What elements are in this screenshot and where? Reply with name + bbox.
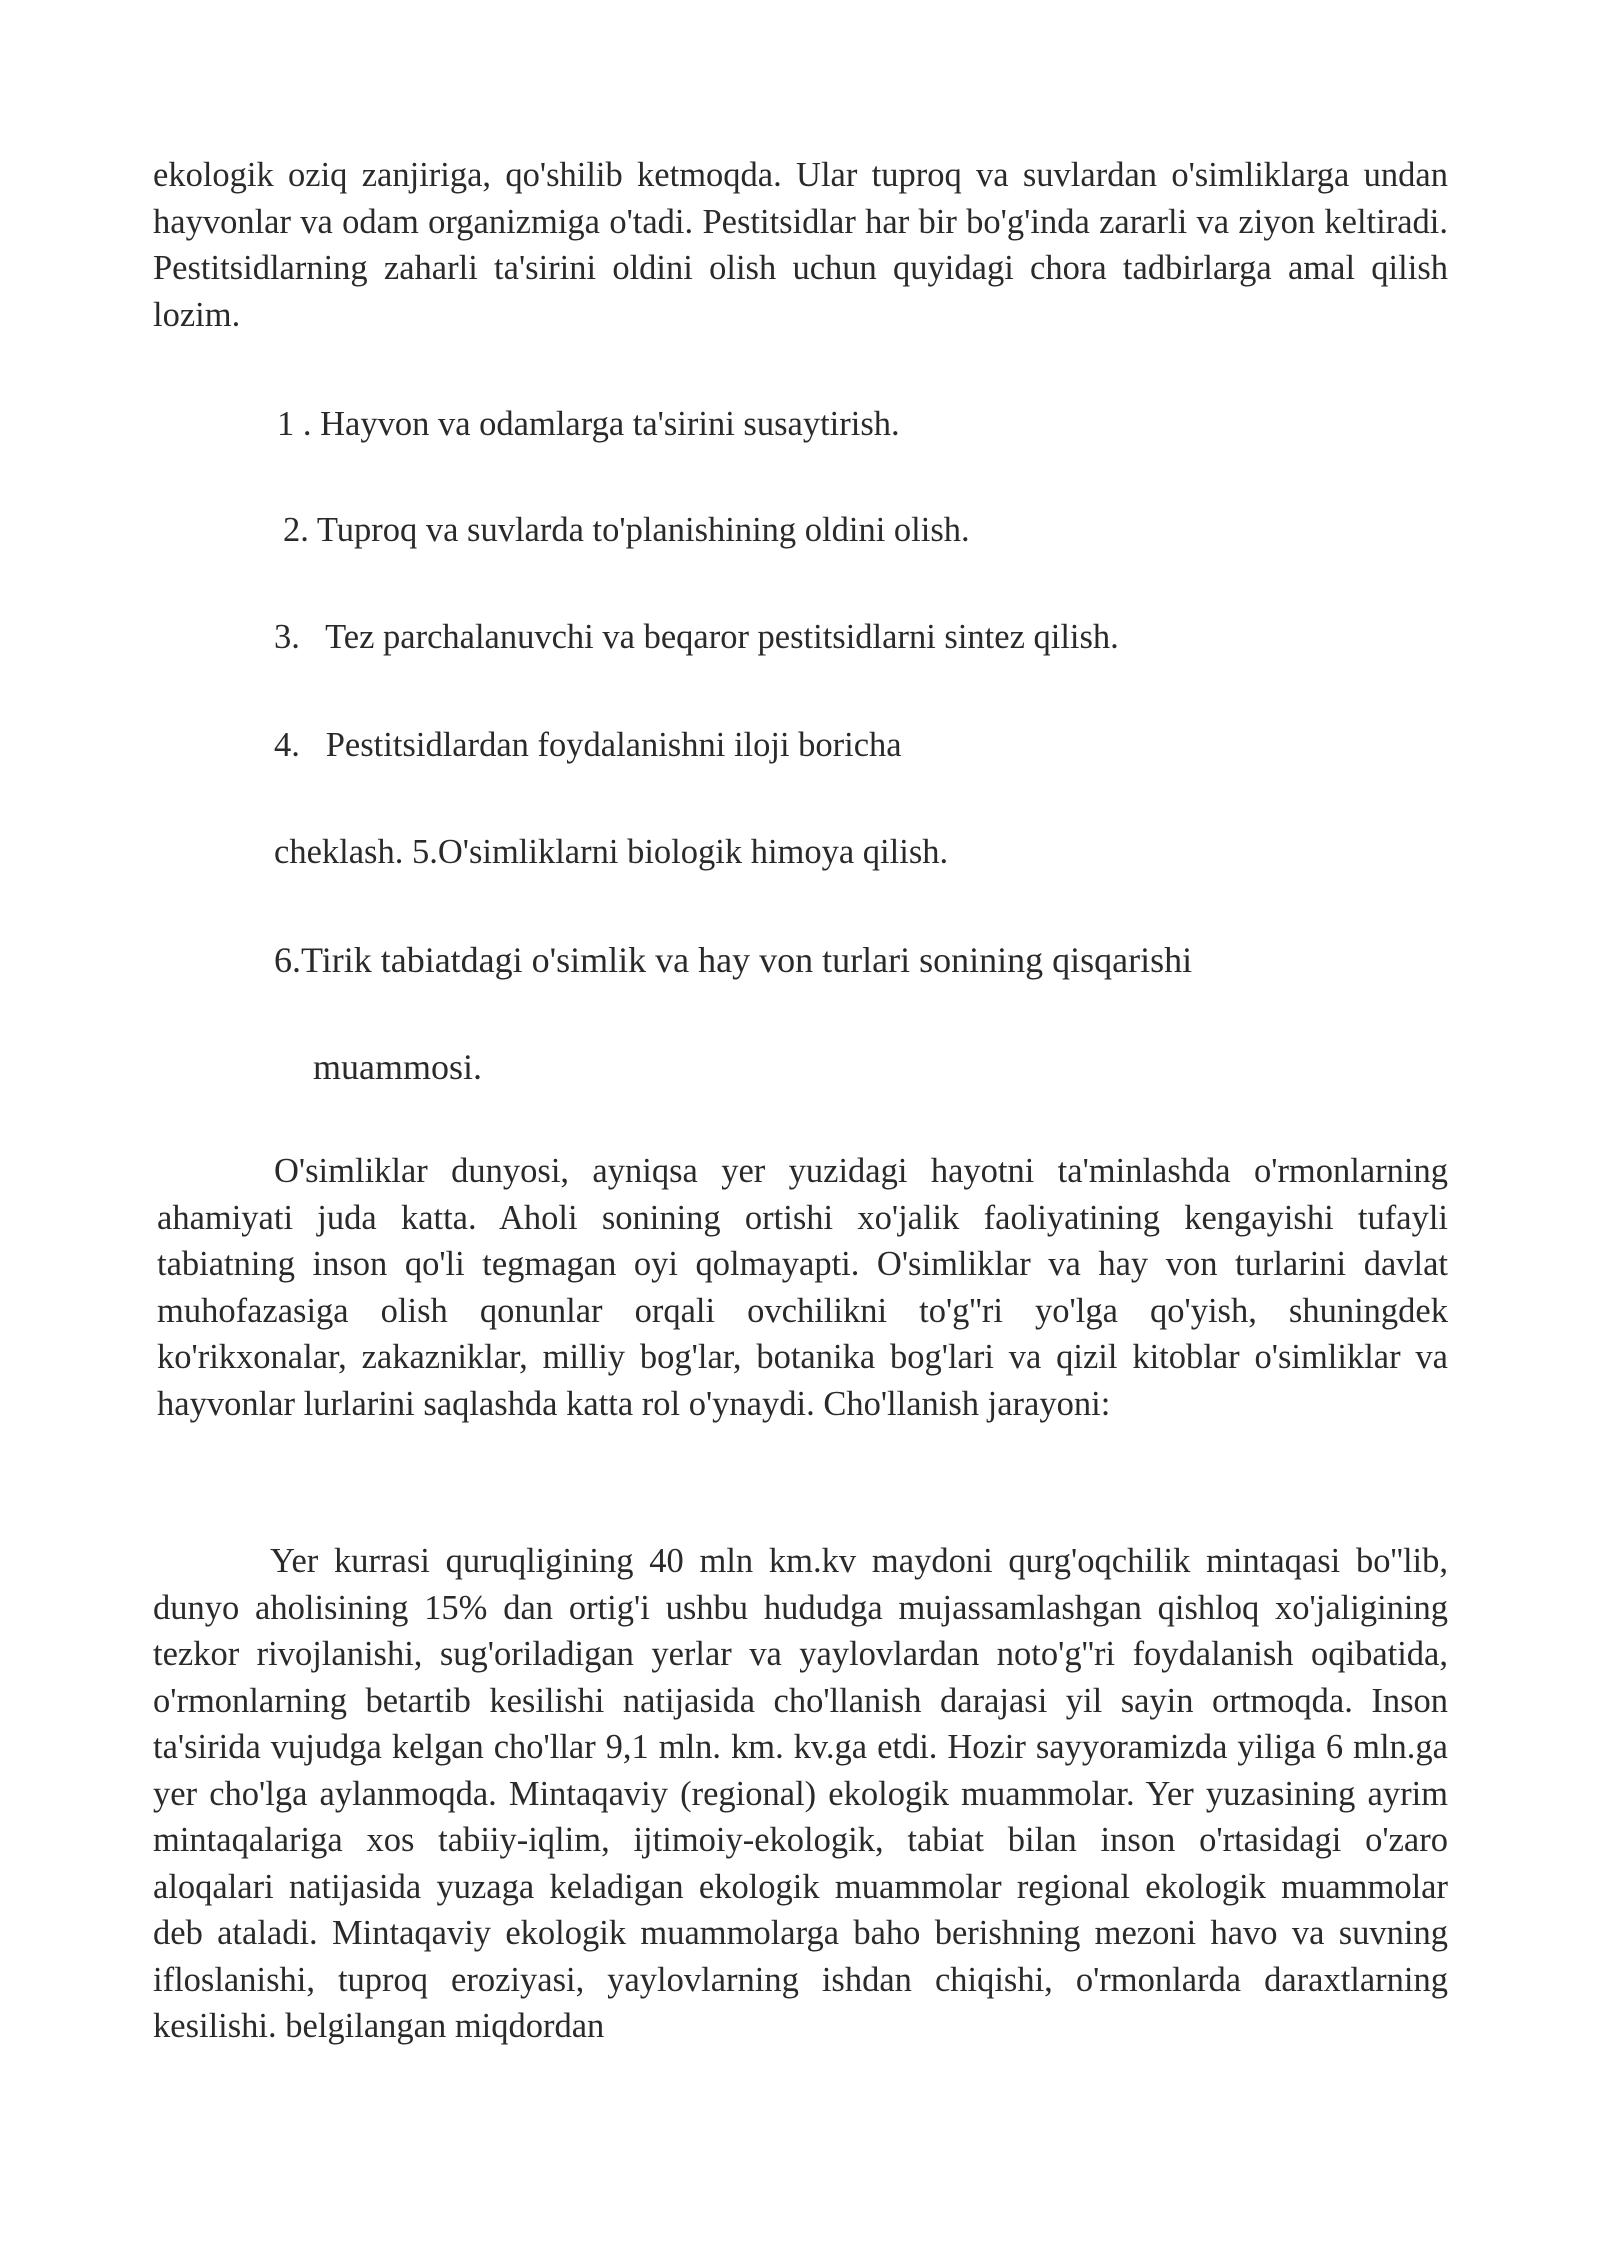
list-item-6: 6.Tirik tabiatdagi o'simlik va hay von turlari sonining qisqarishi [274, 940, 1193, 980]
paragraph-plants-text: O'simliklar dunyosi, ayniqsa yer yuzidagi hayotni ta'minlashda o'rmonlarning ahamiyati juda katta. Aholi sonining ortishi xo'jalik faoliyatining kengayishi tufayli tabiatning inson qo'li tegmagan oyi qolmayapti. O'simliklar va hay von turlarini davlat muhofazasiga olish qonunlar orqali ovchilikni to'g''ri yo'lga qo'yish, shuningdek ko'rikxonalar, zakazniklar, milliy bog'lar, botanika bog'lari va qizil kitoblar o'simliklar va hayvonlar lurlarini saqlashda katta rol o'ynaydi. Cho'llanish jarayoni: [157, 1152, 1448, 1423]
list-item-6-continuation: muammosi. [313, 1047, 482, 1087]
list-item-4: 4. Pestitsidlardan foydalanishni iloji boricha [274, 726, 902, 764]
list-item-5: cheklash. 5.O'simliklarni biologik himoya qilish. [274, 833, 949, 871]
list-item-1: 1 . Hayvon va odamlarga ta'sirini susaytirish. [277, 405, 900, 443]
paragraph-desertification [153, 1538, 1448, 2050]
paragraph-plants [157, 1148, 1448, 1427]
list-item-3: 3. Tez parchalanuvchi va beqaror pestitsidlarni sintez qilish. [274, 618, 1119, 656]
list-item-2: 2. Tuproq va suvlarda to'planishining oldini olish. [283, 511, 970, 549]
paragraph-intro: ekologik oziq zanjiriga, qo'shilib ketmoqda. Ular tuproq va suvlardan o'simliklarga undan hayvonlar va odam organizmiga o'tadi. Pestitsidlar har bir bo'g'inda zararli va ziyon keltiradi. Pestitsidlarning zaharli ta'sirini oldini olish uchun quyidagi chora tadbirlarga amal qilish lozim. [153, 156, 1448, 334]
paragraph-desertification-text: Yer kurrasi quruqligining 40 mln km.kv maydoni qurg'oqchilik mintaqasi bo''lib, dunyo aholisining 15% dan ortig'i ushbu hududga mujassamlashgan qishloq xo'jaligining tezkor rivojlanishi, sug'oriladigan yerlar va yaylovlardan noto'g''ri foydalanish oqibatida, o'rmonlarning betartib kesilishi natijasida cho'llanish darajasi yil sayin ortmoqda. Inson ta'sirida vujudga kelgan cho'llar 9,1 mln. km. kv.ga etdi. Hozir sayyoramizda yiliga 6 mln.ga yer cho'lga aylanmoqda. Mintaqaviy (regional) ekologik muammolar. Yer yuzasining ayrim mintaqalariga xos tabiiy-iqlim, ijtimoiy-ekologik, tabiat bilan inson o'rtasidagi o'zaro aloqalari natijasida yuzaga keladigan ekologik muammolar regional ekologik muammolar deb ataladi. Mintaqaviy ekologik muammolarga baho berishning mezoni havo va suvning ifloslanishi, tuproq eroziyasi, yaylovlarning ishdan chiqishi, o'rmonlarda daraxtlarning kesilishi. belgilangan miqdordan [153, 1542, 1448, 2045]
